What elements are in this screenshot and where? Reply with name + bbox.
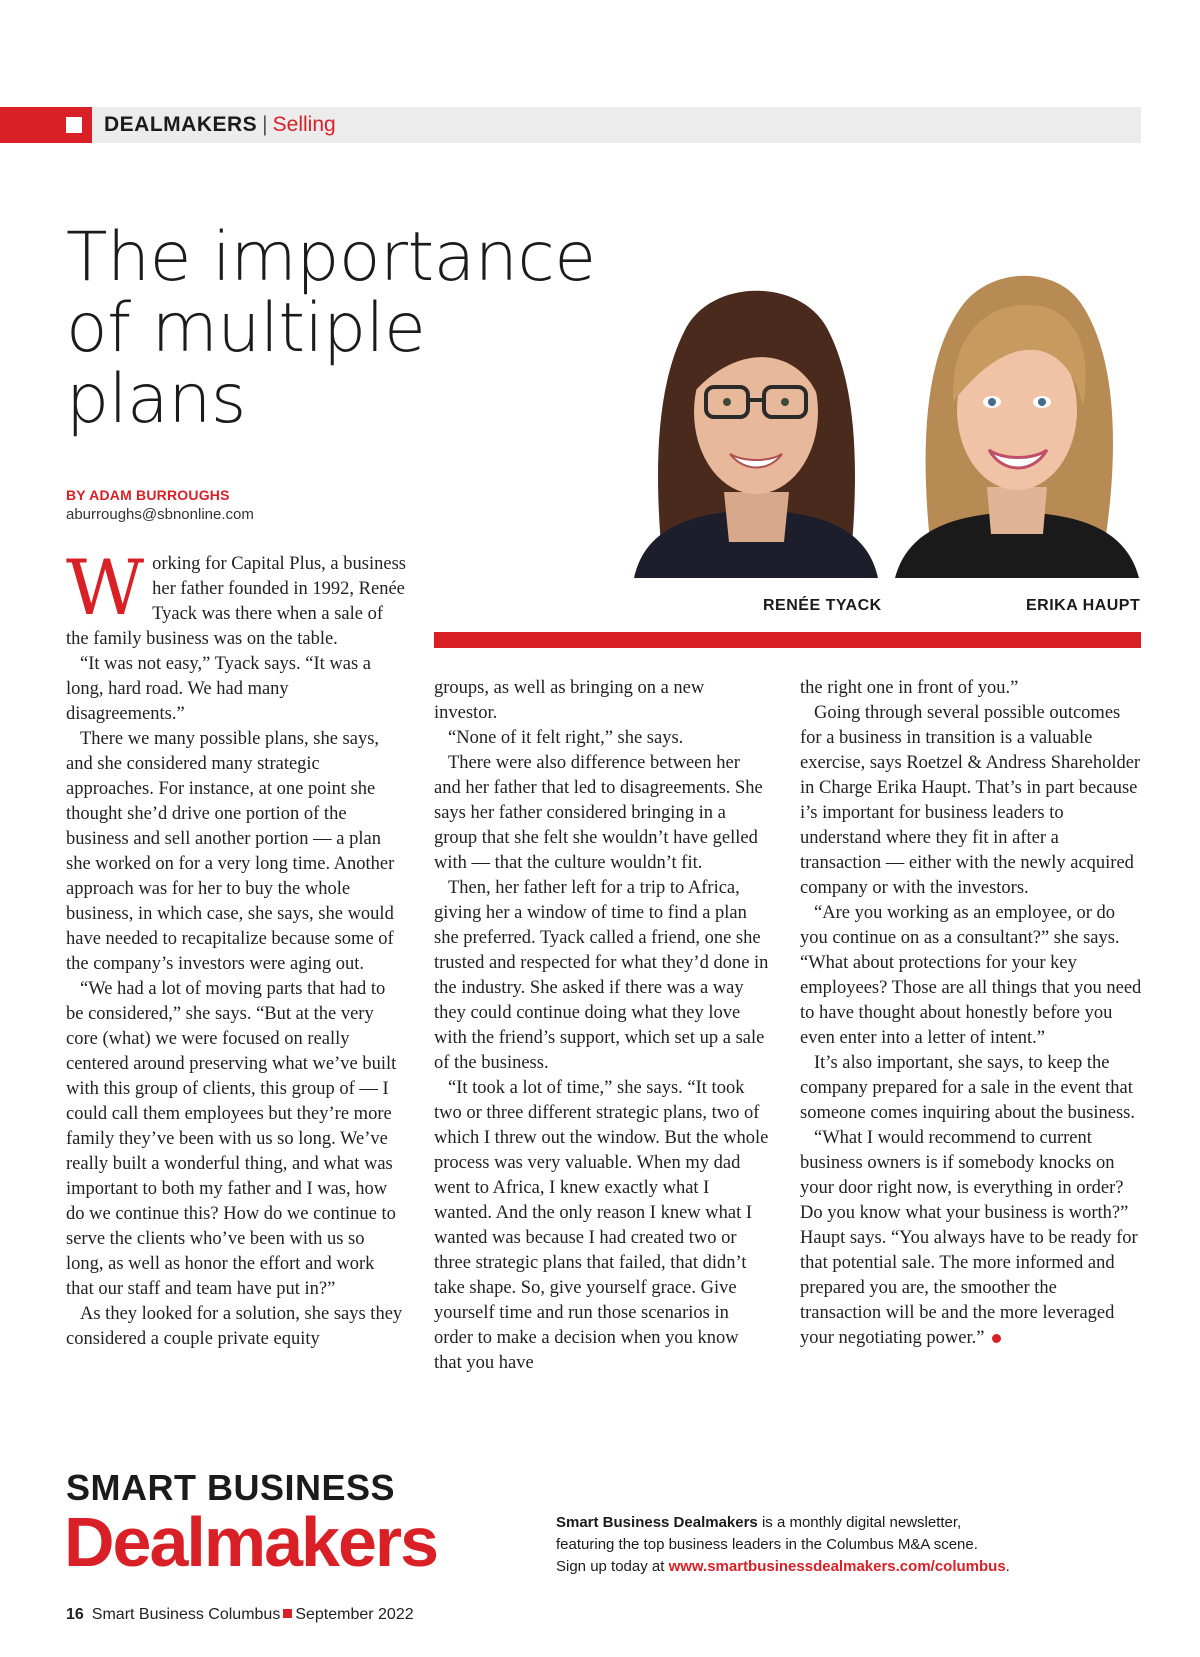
signup-suffix: . — [1005, 1558, 1010, 1575]
lead-text: orking for Capital Plus, a business her father founded in 1992, Renée Tyack was there when a sale of the family business was on the table. — [66, 554, 406, 649]
byline: BY ADAM BURROUGHS — [66, 487, 230, 503]
section-square-icon — [66, 117, 82, 133]
paragraph: “It took a lot of time,” she says. “It took two or three different strategic plans, two of which I threw out the window. But the whole process was very valuable. When my dad went to Africa, I knew exactly what I wanted. And the only reason I knew what I wanted was because I had created two or three strategic plans that failed, that didn’t take shape. So, give yourself grace. Give yourself time and run those scenarios in order to make a decision when you know that you have — [434, 1078, 769, 1373]
page-folio — [66, 1606, 414, 1624]
article-title — [66, 218, 646, 439]
closing-paragraph — [800, 1126, 1142, 1351]
brand-logo-top: SMART BUSINESS — [66, 1467, 396, 1508]
publication-name: Smart Business Columbus — [91, 1606, 281, 1623]
page-number: 16 — [66, 1606, 84, 1623]
article-column-3 — [800, 676, 1142, 1351]
closing-text: “What I would recommend to current business owners is if somebody knocks on your door right now, is everything in order? Do you know what your business is worth?” Haupt says. “You always have to be ready for that potential sale. The more informed and prepared you are, the smoother the transaction will be and the more leveraged your negotiating power.” — [800, 1128, 1138, 1348]
section-header — [104, 112, 336, 138]
issue-date: September 2022 — [295, 1606, 414, 1623]
paragraph: There we many possible plans, she says, and she considered many strategic approaches. For instance, at one point she thought she’d drive one portion of the business and sell another portion — a plan she worked on for a very long time. Another approach was for her to buy the whole business, in which case, she says, she would have needed to recapitalize because some of the company’s investors were aging out. — [66, 729, 395, 974]
signup-link[interactable]: www.smartbusinessdealmakers.com/columbus — [668, 1558, 1006, 1575]
paragraph: “It was not easy,” Tyack says. “It was a long, hard road. We had many disagreements.” — [66, 654, 372, 724]
end-mark-icon — [992, 1334, 1001, 1343]
brand-logo-bottom: Dealmakers — [64, 1503, 438, 1581]
paragraph: As they looked for a solution, she says they considered a couple private equity — [66, 1304, 403, 1349]
photo-caption-1: RENÉE TYACK — [763, 597, 882, 614]
title-line-3: plans — [66, 360, 246, 439]
section-separator: | — [262, 113, 268, 136]
article-column-1 — [66, 543, 406, 1352]
lead-paragraph — [66, 543, 406, 652]
newsletter-name: Smart Business Dealmakers — [556, 1514, 758, 1531]
author-email: aburroughs@sbnonline.com — [66, 506, 254, 523]
paragraph: “We had a lot of moving parts that had to be considered,” she says. “But at the very core (what) we were focused on really centered around preserving what we’ve built with this group of clients, this group of — I could call them employees but they’re more family they’ve been with us so long. We’ve really built a wonderful thing, and what was important to both my father and I was, how do we continue this? How do we continue to serve the clients who’ve been with us so long, as well as honor the effort and work that our staff and team have put in?” — [66, 979, 397, 1299]
title-line-2: of multiple — [66, 289, 426, 368]
paragraph: It’s also important, she says, to keep the company prepared for a sale in the event that someone comes inquiring about the business. — [800, 1053, 1136, 1123]
article-column-2 — [434, 676, 769, 1376]
photo-erika-haupt — [895, 242, 1139, 578]
photo-renee-tyack — [634, 242, 878, 578]
paragraph: “Are you working as an employee, or do you continue on as a consultant?” she says. “What about protections for your key employees? Those are all things that you need to have thought about honestly before you even enter into a letter of intent.” — [800, 903, 1142, 1048]
folio-square-icon — [283, 1609, 292, 1618]
paragraph: Going through several possible outcomes for a business in transition is a valuable exercise, says Roetzel & Andress Shareholder in Charge Erika Haupt. That’s in part because i’s important for business leaders to understand where they fit in after a transaction — either with the newly acquired company or with the investors. — [800, 703, 1141, 898]
paragraph: groups, as well as bringing on a new investor. — [434, 678, 705, 723]
paragraph: Then, her father left for a trip to Africa, giving her a window of time to find a plan she preferred. Tyack called a friend, one she trusted and respected for what they’d done in the industry. She asked if there was a way they could continue doing what they love with the friend’s support, which set up a sale of the business. — [434, 878, 769, 1073]
newsletter-line-3 — [556, 1556, 1116, 1578]
title-line-1: The importance — [66, 218, 596, 297]
newsletter-line-1 — [556, 1512, 1116, 1534]
newsletter-promo — [556, 1512, 1116, 1578]
section-topic: Selling — [272, 113, 336, 136]
section-name: DEALMAKERS — [104, 113, 258, 136]
drop-cap: W — [66, 543, 145, 632]
newsletter-line-2: featuring the top business leaders in the Columbus M&A scene. — [556, 1536, 978, 1553]
paragraph: There were also difference between her and her father that led to disagreements. She says her father considered bringing in a group that she felt she wouldn’t have gelled with — that the culture wouldn’t fit. — [434, 753, 763, 873]
paragraph: “None of it felt right,” she says. — [448, 728, 684, 748]
paragraph: the right one in front of you.” — [800, 678, 1019, 698]
photo-caption-2: ERIKA HAUPT — [1026, 597, 1141, 614]
red-divider — [434, 632, 1141, 648]
signup-prefix: Sign up today at — [556, 1558, 669, 1575]
newsletter-line-1-text: is a monthly digital newsletter, — [757, 1514, 962, 1531]
